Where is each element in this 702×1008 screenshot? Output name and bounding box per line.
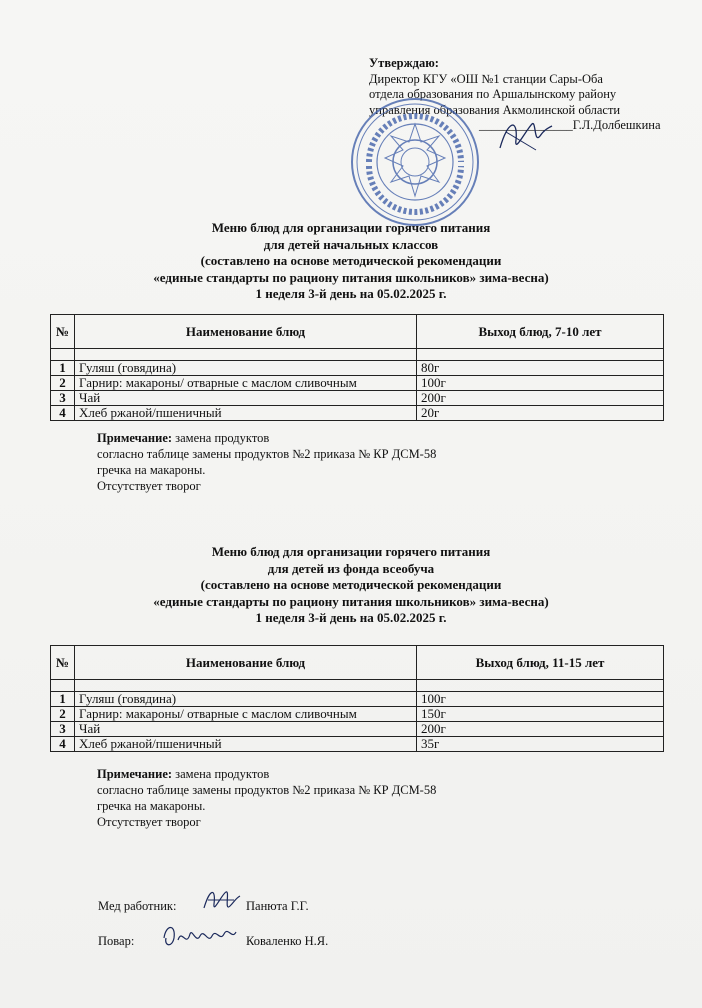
med-worker-name: Панюта Г.Г. <box>246 899 309 913</box>
note-line: согласно таблице замены продуктов №2 приказа № КР ДСМ-58 <box>97 447 437 461</box>
row-number: 3 <box>51 391 75 406</box>
note-line: Отсутствует творог <box>97 815 201 829</box>
note-text: замена продуктов <box>172 767 270 781</box>
menu1-heading <box>0 220 702 303</box>
table-row <box>51 737 664 752</box>
menu2-col-dish-name: Наименование блюд <box>75 646 417 680</box>
approval-line-1: Директор КГУ «ОШ №1 станции Сары-Оба <box>369 71 603 86</box>
dish-name: Гуляш (говядина) <box>75 692 417 707</box>
dish-portion: 80г <box>417 361 664 376</box>
row-number: 4 <box>51 406 75 421</box>
menu1-col-dish-name: Наименование блюд <box>75 315 417 349</box>
approval-title: Утверждаю: <box>369 56 439 70</box>
note-label: Примечание: <box>97 767 173 781</box>
official-seal-icon <box>349 96 481 228</box>
row-number: 3 <box>51 722 75 737</box>
menu1-heading-line-1: Меню блюд для организации горячего питания <box>211 220 491 235</box>
menu2-table <box>50 645 664 752</box>
menu1-note <box>97 430 436 494</box>
note-line: гречка на макароны. <box>97 463 206 477</box>
med-worker-line <box>98 899 309 914</box>
cook-label: Повар: <box>98 934 135 948</box>
menu2-heading-line-2: для детей из фонда всеобуча <box>267 560 435 576</box>
menu2-col-portion: Выход блюд, 11-15 лет <box>417 646 664 680</box>
approval-line-2: отдела образования по Аршалынскому району <box>369 87 617 101</box>
cook-signature <box>160 918 240 954</box>
dish-portion: 35г <box>417 737 664 752</box>
dish-name: Чай <box>75 391 417 406</box>
row-number: 2 <box>51 707 75 722</box>
note-label: Примечание: <box>97 431 173 445</box>
menu1-col-portion: Выход блюд, 7-10 лет <box>417 315 664 349</box>
menu1-col-number: № <box>51 315 75 349</box>
approval-signatory: _______________Г.Л.Долбешкина <box>479 118 661 132</box>
menu2-heading-line-1: Меню блюд для организации горячего питания <box>211 544 491 559</box>
menu1-table <box>50 314 664 421</box>
menu2-heading-line-4: «единые стандарты по рациону питания школьников» зима-весна) <box>153 593 549 609</box>
menu2-heading-line-3: (составлено на основе методической рекомендации <box>200 577 502 592</box>
table-row <box>51 391 664 406</box>
menu1-heading-line-5: 1 неделя 3-й день на 05.02.2025 г. <box>255 286 447 301</box>
menu1-heading-line-4: «единые стандарты по рациону питания школьников» зима-весна) <box>153 269 549 285</box>
dish-name: Чай <box>75 722 417 737</box>
table-row <box>51 361 664 376</box>
menu2-col-number: № <box>51 646 75 680</box>
dish-portion: 200г <box>417 391 664 406</box>
note-line: Отсутствует творог <box>97 479 201 493</box>
menu1-heading-line-3: (составлено на основе методической рекомендации <box>200 253 502 268</box>
dish-name: Хлеб ржаной/пшеничный <box>75 737 417 752</box>
menu2-heading <box>0 544 702 627</box>
table-row <box>51 376 664 391</box>
menu1-heading-line-2: для детей начальных классов <box>263 236 439 252</box>
dish-name: Гуляш (говядина) <box>75 361 417 376</box>
row-number: 1 <box>51 692 75 707</box>
menu2-note <box>97 766 436 830</box>
approval-line-3: управления образования Акмолинской области <box>369 102 621 117</box>
note-text: замена продуктов <box>172 431 270 445</box>
note-line: согласно таблице замены продуктов №2 приказа № КР ДСМ-58 <box>97 783 437 797</box>
menu2-heading-line-5: 1 неделя 3-й день на 05.02.2025 г. <box>255 610 447 625</box>
row-number: 2 <box>51 376 75 391</box>
med-worker-signature <box>200 884 242 920</box>
dish-portion: 200г <box>417 722 664 737</box>
row-number: 1 <box>51 361 75 376</box>
dish-name: Гарнир: макароны/ отварные с маслом сливочным <box>75 376 417 391</box>
table-row <box>51 692 664 707</box>
dish-portion: 150г <box>417 707 664 722</box>
med-worker-label: Мед работник: <box>98 899 177 913</box>
director-signature <box>496 110 556 160</box>
cook-line <box>98 934 329 949</box>
dish-name: Хлеб ржаной/пшеничный <box>75 406 417 421</box>
table-row <box>51 707 664 722</box>
dish-portion: 100г <box>417 692 664 707</box>
table-row <box>51 406 664 421</box>
cook-name: Коваленко Н.Я. <box>246 934 329 948</box>
dish-portion: 20г <box>417 406 664 421</box>
dish-portion: 100г <box>417 376 664 391</box>
row-number: 4 <box>51 737 75 752</box>
note-line: гречка на макароны. <box>97 799 206 813</box>
table-row <box>51 722 664 737</box>
dish-name: Гарнир: макароны/ отварные с маслом сливочным <box>75 707 417 722</box>
